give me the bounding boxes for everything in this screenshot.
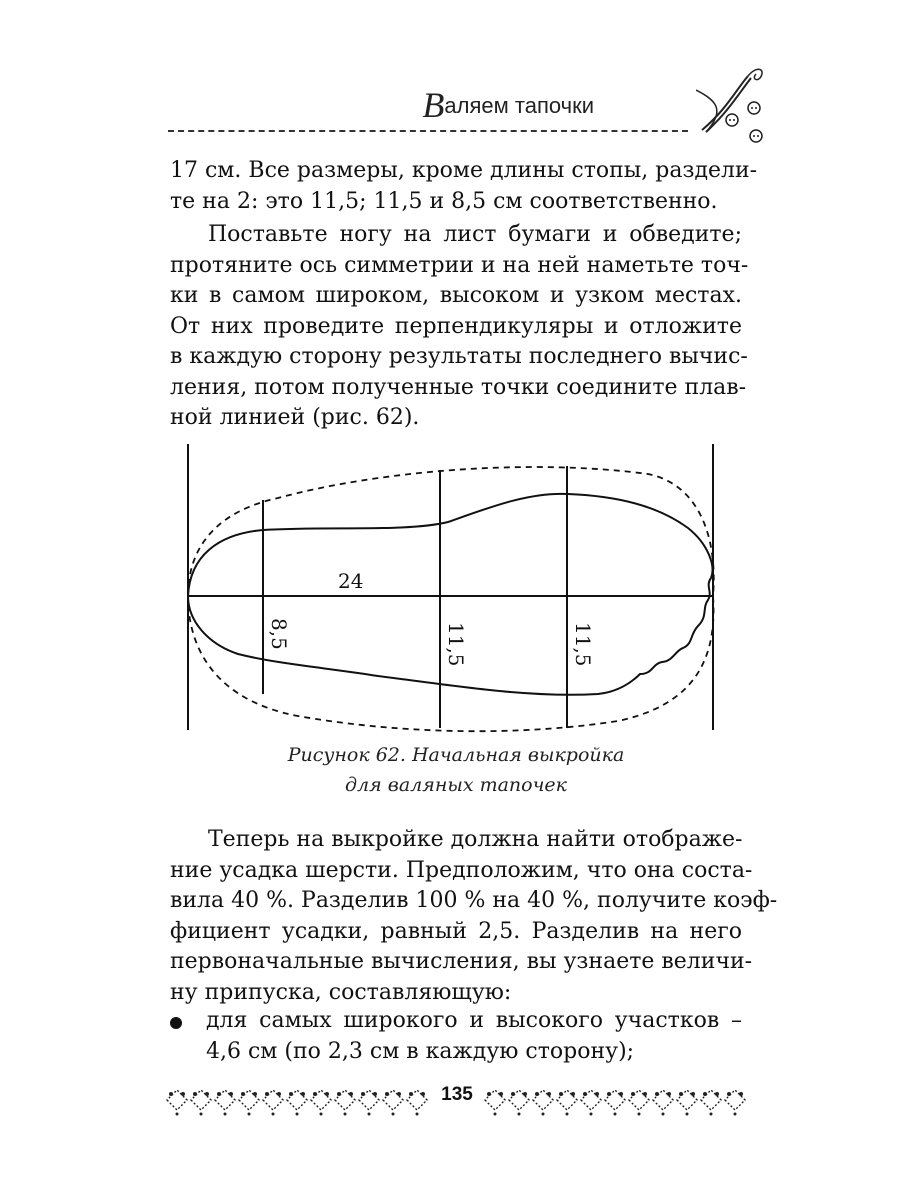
running-header xyxy=(168,60,768,150)
bullet-icon xyxy=(170,1017,182,1029)
list-item: для самых широкого и высокого участков – 4,6 см (по 2,3 см в каждую сторону); xyxy=(206,1008,742,1064)
high-width-label: 11,5 xyxy=(444,622,468,667)
paragraph-continuation: 17 см. Все размеры, кроме длины стопы, раздели- те на 2: это 11,5; 11,5 и 8,5 см соответственно. xyxy=(170,158,758,214)
page-footer xyxy=(165,1070,750,1130)
length-label: 24 xyxy=(338,569,364,593)
header-dashed-rule xyxy=(168,130,688,132)
slipper-pattern-figure xyxy=(178,436,728,736)
wide-width-label: 11,5 xyxy=(571,622,595,667)
page-number: 135 xyxy=(441,1084,473,1105)
figure-caption: Рисунок 62. Начальная выкройка для валяных тапочек xyxy=(287,744,625,796)
narrow-width-label: 8,5 xyxy=(267,618,291,650)
paragraph-trace-foot: Поставьте ногу на лист бумаги и обведите; протяните ось симметрии и на ней наметьте точ- ки в самом широком, высоком и узком местах. От них проведите перпендикуляры и отложите в каждую сторону результаты последнего вычис- ления, потом полученные точки соедините плав- ной линией (рис. 62). xyxy=(170,222,749,430)
allowance-outline xyxy=(188,467,714,731)
running-header-title: Валяем тапочки xyxy=(422,85,594,125)
needle-and-buttons-icon xyxy=(696,60,766,150)
paragraph-shrinkage: Теперь на выкройке должна найти отображе- ние усадка шерсти. Предположим, что она соста- вила 40 %. Разделив 100 % на 40 %, получите коэф- фициент усадки, равный 2,5. Разделив на него первоначальные вычисления, вы узнаете величи- ну припуска, составляющую: xyxy=(170,827,778,1005)
